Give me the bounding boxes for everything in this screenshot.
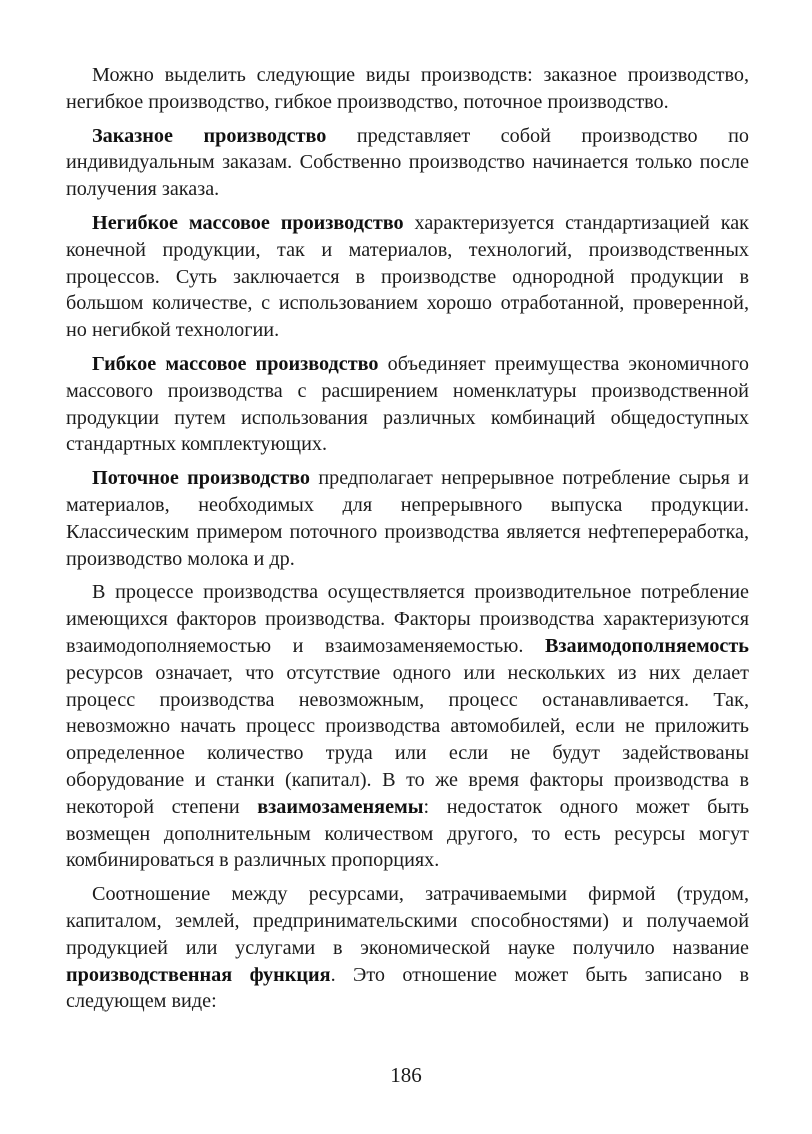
term-bold: Негибкое массовое производство bbox=[92, 211, 404, 234]
paragraph-text: Можно выделить следующие виды производств: заказное производство, негибкое производство, гибкое производство, поточное производство. bbox=[66, 64, 749, 113]
paragraph-text: представляет собой производство по индивидуальным заказам. Собственно производство начинается только после получения заказа. bbox=[66, 124, 749, 201]
paragraph-text: : недостаток одного может быть возмещен дополнительным количеством другого, то есть ресурсы могут комбинироваться в различных пропорциях. bbox=[66, 795, 749, 872]
paragraph-custom-production bbox=[66, 123, 749, 203]
paragraph-production-function bbox=[66, 881, 749, 1015]
paragraph-factors bbox=[66, 579, 749, 874]
paragraph-text: ресурсов означает, что отсутствие одного или нескольких из них делает процесс производства невозможным, процесс останавливается. Так, невозможно начать процесс производства автомобилей, если не приложить определенное количество труда или если не будут задействованы оборудование и станки (капитал). В то же время факторы производства в некоторой степени bbox=[66, 661, 749, 818]
term-bold: Поточное производство bbox=[92, 467, 311, 490]
paragraph-text: . Это отношение может быть записано в следующем виде: bbox=[66, 963, 749, 1013]
paragraph-text: характеризуется стандартизацией как конечной продукции, так и материалов, технологий, производственных процессов. Суть заключается в производстве однородной продукции в большом количестве, с использованием хорошо отработанной, проверенной, но негибкой технологии. bbox=[66, 211, 749, 342]
paragraph-intro bbox=[66, 62, 749, 116]
paragraph-text: объединяет преимущества экономичного массового производства с расширением номенклатуры производственной продукции путем использования различных комбинаций общедоступных стандартных комплектующих. bbox=[66, 352, 749, 456]
paragraph-text: Соотношение между ресурсами, затрачиваемыми фирмой (трудом, капиталом, землей, предпринимательскими способностями) и получаемой продукцией или услугами в экономической науке получило название bbox=[66, 883, 749, 959]
paragraph-text: В процессе производства осуществляется производительное потребление имеющихся факторов производства. Факторы производства характеризуются взаимодополняемостью и взаимозаменяемостью. bbox=[66, 581, 749, 657]
paragraph-flow-production bbox=[66, 465, 749, 572]
term-bold: взаимозаменяемы bbox=[257, 795, 424, 818]
term-bold: Взаимодополняемость bbox=[544, 634, 749, 657]
paragraph-text: предполагает непрерывное потребление сырья и материалов, необходимых для непрерывного выпуска продукции. Классическим примером поточного производства является нефтепереработка, производство молока и др. bbox=[66, 467, 749, 570]
page-body bbox=[66, 62, 749, 1022]
paragraph-inflexible-production bbox=[66, 210, 749, 344]
page-number: 186 bbox=[390, 1063, 422, 1087]
paragraph-flexible-production bbox=[66, 351, 749, 458]
term-bold: Гибкое массовое производство bbox=[92, 352, 379, 375]
term-bold: производственная функция bbox=[66, 963, 331, 986]
term-bold: Заказное производство bbox=[92, 124, 327, 147]
